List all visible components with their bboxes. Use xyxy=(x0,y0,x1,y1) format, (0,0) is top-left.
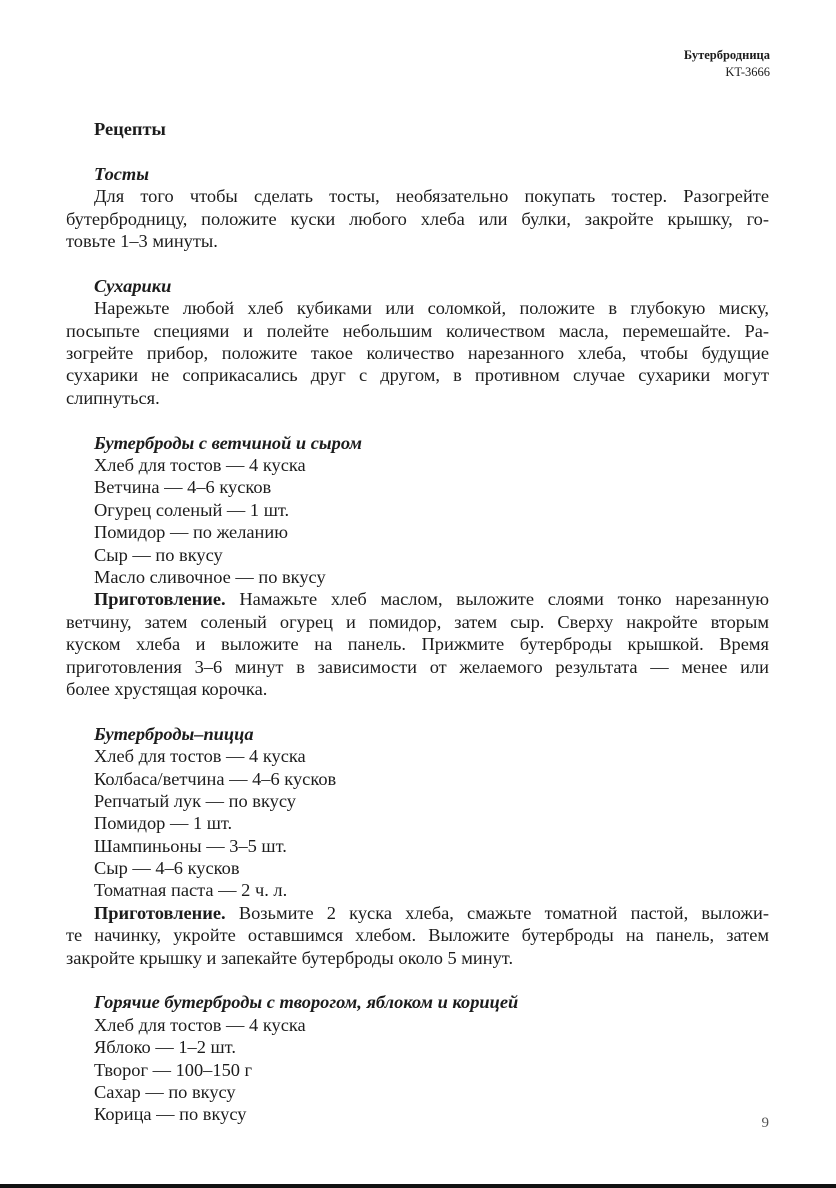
page-number: 9 xyxy=(761,1115,769,1131)
ingredient-item: Хлеб для тостов — 4 куска xyxy=(94,1014,306,1035)
paragraph-line: слипнуться. xyxy=(66,387,160,408)
ingredient-item: Хлеб для тостов — 4 куска xyxy=(94,454,306,475)
ingredient-item: Сыр — по вкусу xyxy=(94,544,223,565)
header-model-number: KT-3666 xyxy=(725,65,770,79)
ingredient-item: Корица — по вкусу xyxy=(94,1104,247,1125)
recipe-block xyxy=(66,275,769,409)
ingredient-item: Помидор — по желанию xyxy=(94,522,288,543)
section-title: Рецепты xyxy=(94,119,166,139)
recipe-paragraph xyxy=(66,185,769,252)
preparation-label: Приготовление. xyxy=(94,589,226,610)
running-header xyxy=(684,47,770,81)
paragraph-line: те начинку, укройте оставшимся хлебом. Выложите бутерброды на панель, затем xyxy=(66,925,769,946)
ingredient-item: Томатная паста — 2 ч. л. xyxy=(94,880,288,901)
page-content xyxy=(66,118,769,1126)
header-product-name: Бутербродница xyxy=(683,48,770,62)
paragraph-line xyxy=(66,588,769,610)
ingredient-item: Хлеб для тостов — 4 куска xyxy=(94,746,306,767)
paragraph-line: Нарежьте любой хлеб кубиками или соломкой, положите в глубокую миску, xyxy=(94,298,769,319)
paragraph-line: более хрустящая корочка. xyxy=(66,678,268,699)
recipe-title: Горячие бутерброды с творогом, яблоком и корицей xyxy=(94,992,519,1013)
paragraph-line: Для того чтобы сделать тосты, необязательно покупать тостер. Разогрейте xyxy=(94,186,769,207)
preparation-paragraph xyxy=(66,588,769,700)
paragraph-line: куском хлеба и выложите на панель. Прижмите бутерброды крышкой. Время xyxy=(66,634,769,655)
ingredient-item: Сыр — 4–6 кусков xyxy=(94,858,240,879)
paragraph-line: товьте 1–3 минуты. xyxy=(66,230,218,251)
paragraph-line: посыпьте специями и полейте небольшим количеством масла, перемешайте. Ра- xyxy=(66,320,769,341)
preparation-text: Намажьте хлеб маслом, выложите слоями тонко нарезанную xyxy=(239,589,769,610)
recipe-title: Сухарики xyxy=(94,275,172,296)
paragraph-line: зогрейте прибор, положите такое количество нарезанного хлеба, чтобы будущие xyxy=(66,342,769,363)
ingredient-item: Масло сливочное — по вкусу xyxy=(94,566,326,587)
preparation-label: Приготовление. xyxy=(94,902,226,923)
paragraph-line xyxy=(66,902,769,924)
paragraph-line: закройте крышку и запекайте бутерброды около 5 минут. xyxy=(66,947,514,968)
recipe-list xyxy=(66,163,769,1126)
paragraph-line: ветчину, затем соленый огурец и помидор, затем сыр. Сверху накройте вторым xyxy=(66,611,769,632)
recipe-paragraph xyxy=(66,297,769,409)
ingredient-item: Репчатый лук — по вкусу xyxy=(94,790,296,811)
recipe-block xyxy=(66,432,769,701)
preparation-paragraph xyxy=(66,902,769,969)
paragraph-line: сухарики не соприкасались друг с другом, в противном случае сухарики могут xyxy=(66,365,769,386)
recipe-block xyxy=(66,163,769,253)
paragraph-line: приготовления 3–6 минут в зависимости от желаемого результата — менее или xyxy=(66,656,769,677)
ingredient-item: Помидор — 1 шт. xyxy=(94,813,233,834)
ingredient-item: Колбаса/ветчина — 4–6 кусков xyxy=(94,768,337,789)
recipe-block xyxy=(66,991,769,1125)
page-bottom-edge xyxy=(0,1184,836,1188)
recipe-block xyxy=(66,723,769,969)
recipe-title: Бутерброды с ветчиной и сыром xyxy=(94,432,362,453)
ingredient-item: Сахар — по вкусу xyxy=(94,1082,236,1103)
ingredient-item: Творог — 100–150 г xyxy=(94,1059,253,1080)
recipe-title: Бутерброды–пицца xyxy=(94,723,254,744)
paragraph-line: бутербродницу, положите куски любого хлеба или булки, закройте крышку, го- xyxy=(66,208,769,229)
ingredient-item: Огурец соленый — 1 шт. xyxy=(94,499,290,520)
ingredient-item: Ветчина — 4–6 кусков xyxy=(94,477,272,498)
ingredient-item: Шампиньоны — 3–5 шт. xyxy=(94,835,287,856)
preparation-text: Возьмите 2 куска хлеба, смажьте томатной пастой, выложи- xyxy=(238,902,769,923)
ingredient-item: Яблоко — 1–2 шт. xyxy=(94,1037,236,1058)
recipe-title: Тосты xyxy=(94,163,149,184)
